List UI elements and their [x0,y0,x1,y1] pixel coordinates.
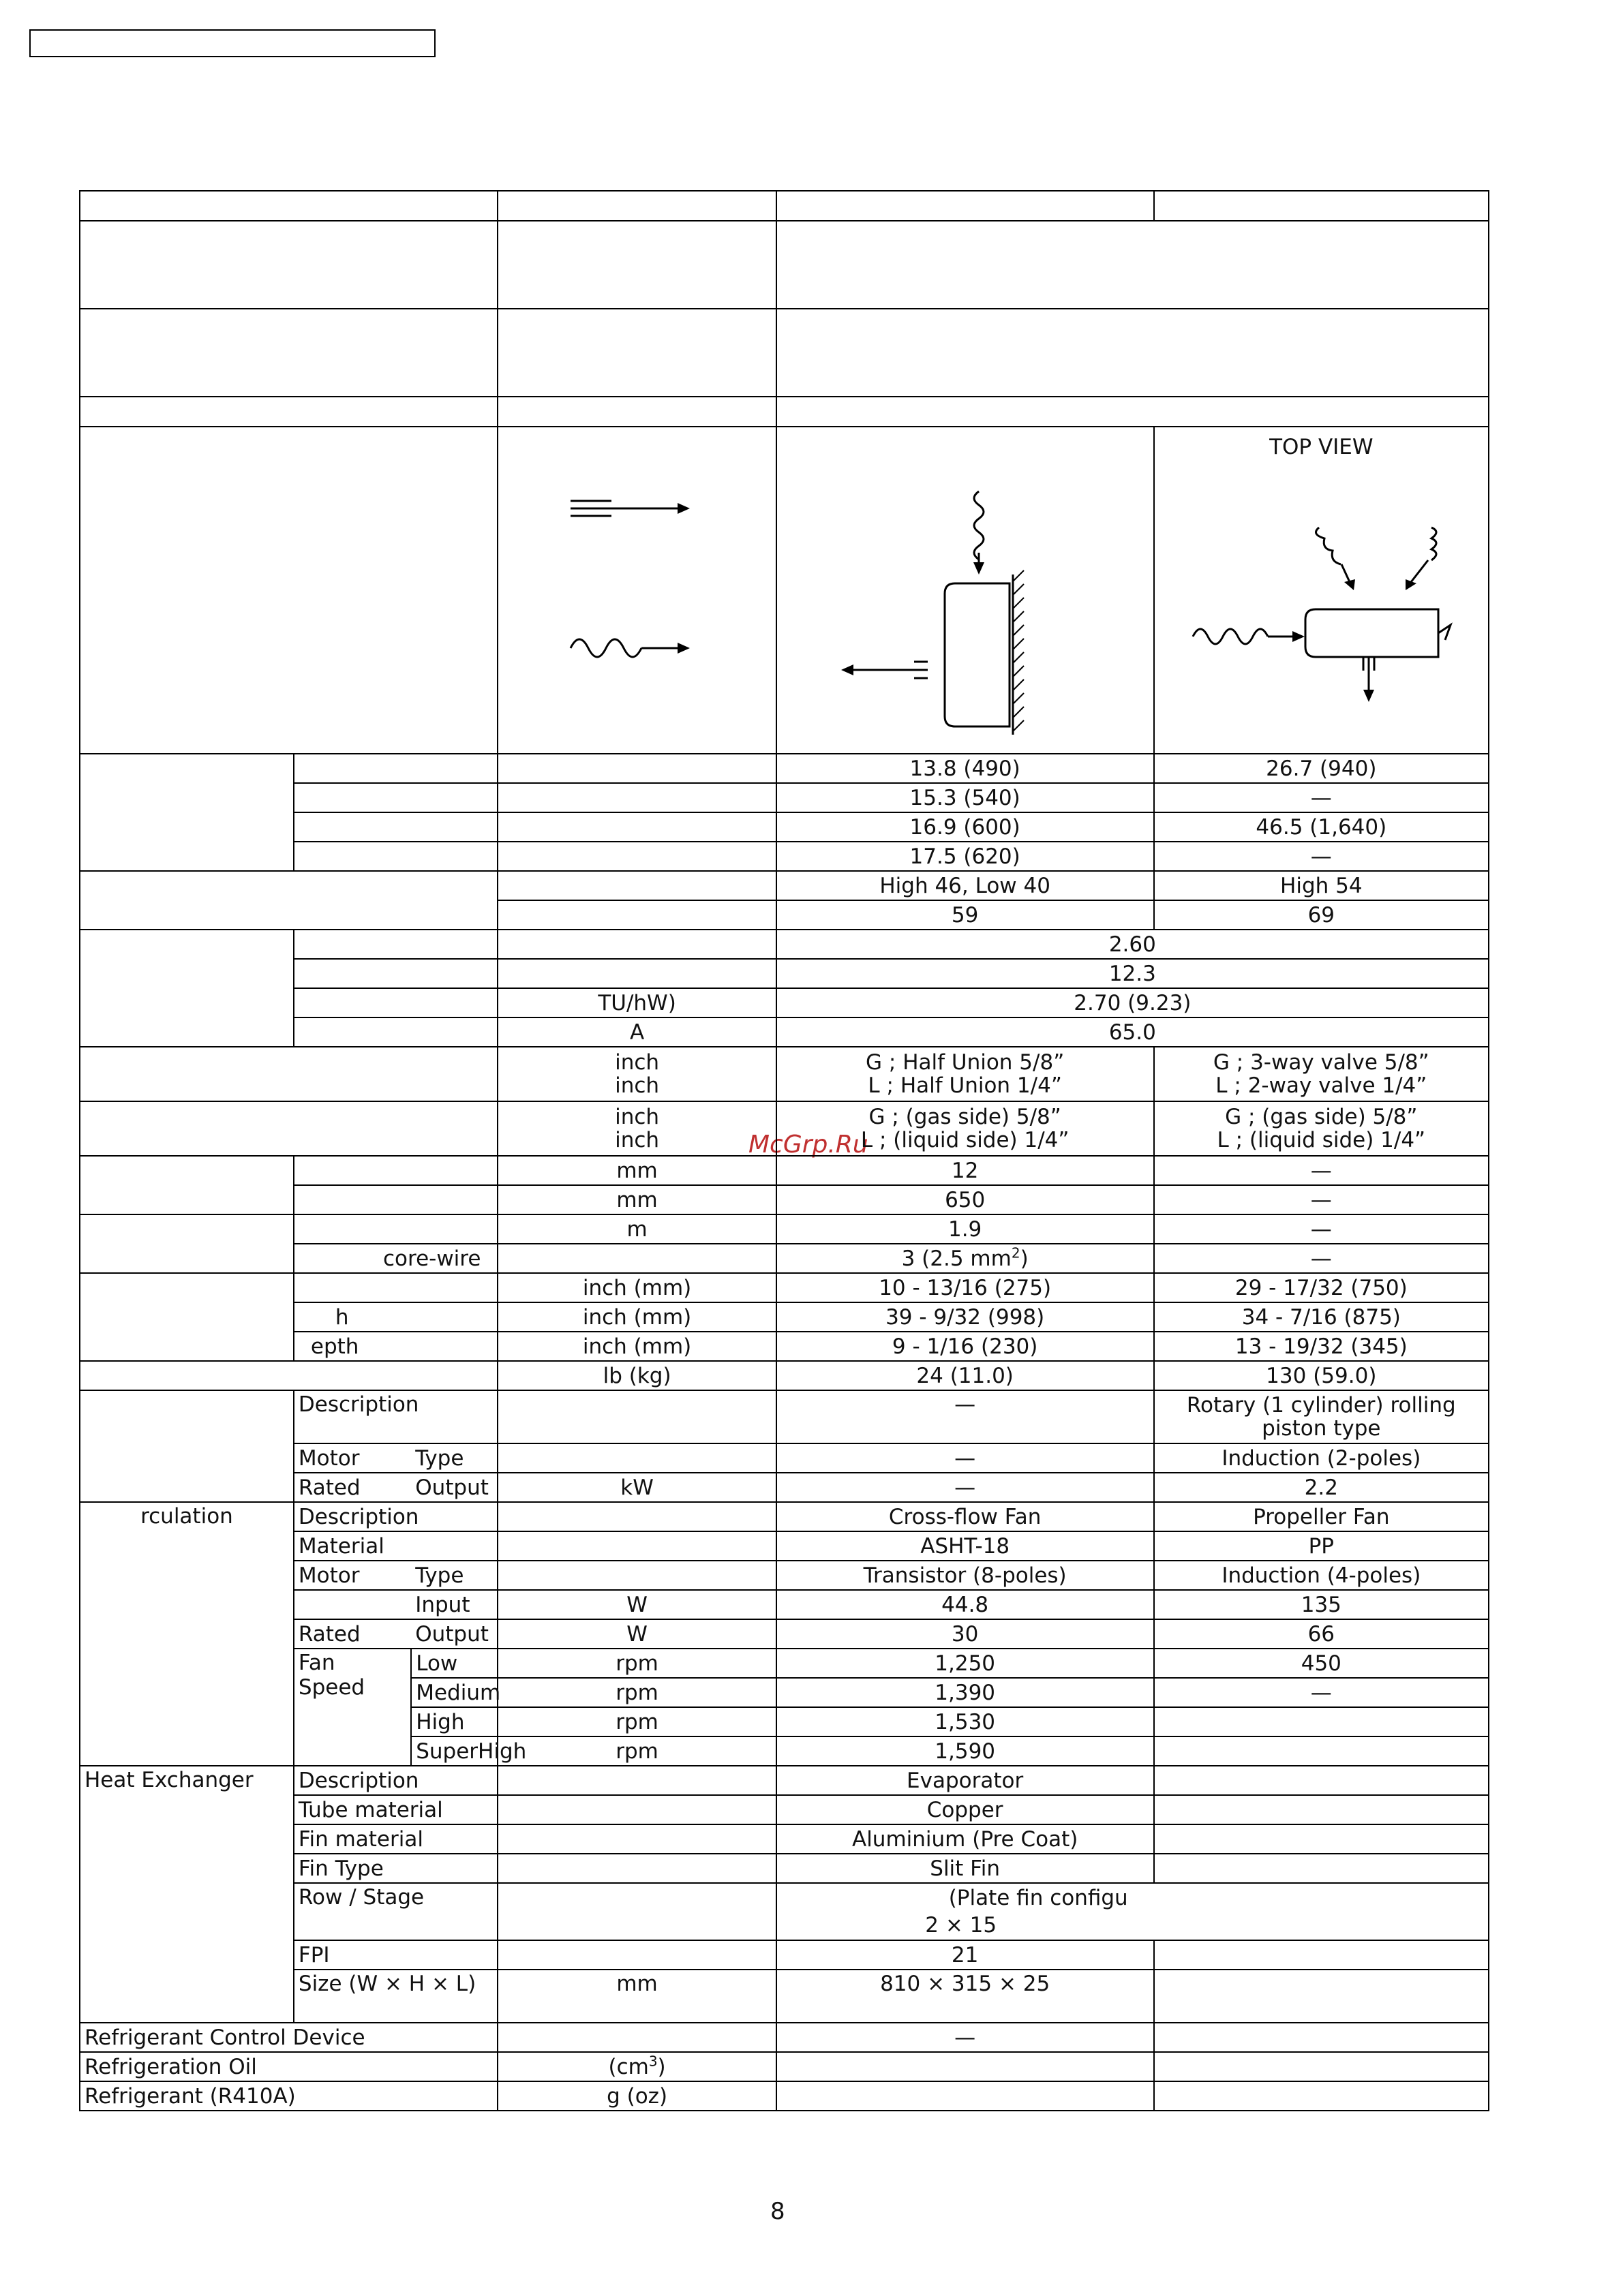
table-row: 12.3 [80,959,1489,988]
table-row: Description — Rotary (1 cylinder) rolling piston type [80,1390,1489,1443]
diagram-row [80,427,1489,754]
table-row [80,221,1489,309]
table-row: Rated Output kW — 2.2 [80,1473,1489,1502]
table-row: Material ASHT-18 PP [80,1531,1489,1561]
table-row [80,397,1489,427]
table-row: High 46, Low 40 High 54 [80,871,1489,900]
table-row: rculation Description Cross-flow Fan Propeller Fan [80,1502,1489,1531]
table-row: inch (mm) 10 - 13/16 (275) 29 - 17/32 (750) [80,1273,1489,1302]
table-row: High rpm 1,530 [80,1707,1489,1736]
table-row: epth inch (mm) 9 - 1/16 (230) 13 - 19/32 (345) [80,1332,1489,1361]
table-row: 2.60 [80,930,1489,959]
top-view-label: TOP VIEW [1269,435,1374,459]
table-row: Motor Type — Induction (2-poles) [80,1443,1489,1473]
header-box [29,29,436,57]
table-row: h inch (mm) 39 - 9/32 (998) 34 - 7/16 (875) [80,1302,1489,1332]
indoor-unit-diagram [781,430,1142,750]
table-row: Refrigerant (R410A) g (oz) [80,2081,1489,2111]
table-row: Row / Stage (Plate fin configu 2 × 15 [80,1883,1489,1940]
table-row: 59 69 [80,900,1489,930]
table-row: Refrigerant Control Device — [80,2023,1489,2052]
table-row: FPI 21 [80,1940,1489,1970]
indoor-unit-diagram-cell [776,427,1154,754]
table-row: m 1.9 — [80,1214,1489,1244]
table-row: mm 650 — [80,1185,1489,1214]
table-row: core-wire 3 (2.5 $mm^2$) — [80,1244,1489,1273]
table-row [80,309,1489,397]
table-row: 13.8 (490) 26.7 (940) [80,754,1489,783]
table-row: SuperHigh rpm 1,590 [80,1736,1489,1766]
table-row: 17.5 (620) — [80,842,1489,871]
table-row: Fin material Aluminium (Pre Coat) [80,1824,1489,1854]
watermark: McGrp.Ru [748,1131,868,1159]
legend-diagram [502,430,768,750]
table-row: 15.3 (540) — [80,783,1489,812]
page-number: 8 [770,2198,785,2225]
legend-diagram-cell [498,427,776,754]
table-row: Rated Output W 30 66 [80,1619,1489,1649]
table-row: Heat Exchanger Description Evaporator [80,1766,1489,1795]
table-row: inch inch G ; (gas side) 5/8” L ; (liquid side) 1/4” G ; (gas side) 5/8” L ; (liquid side) 1/4” [80,1101,1489,1156]
table-row: 16.9 (600) 46.5 (1,640) [80,812,1489,842]
table-row: Refrigeration Oil $(cm^3)$ [80,2052,1489,2081]
table-row: inch inch G ; Half Union 5/8” L ; Half Union 1/4” G ; 3-way valve 5/8” L ; 2-way valve 1/4” [80,1047,1489,1101]
table-row: lb (kg) 24 (11.0) 130 (59.0) [80,1361,1489,1390]
specification-table [79,190,1489,2111]
table-row: TU/hW) 2.70 (9.23) [80,988,1489,1017]
table-row: Motor Type Transistor (8-poles) Induction (4-poles) [80,1561,1489,1590]
table-row: Fin Type Slit Fin [80,1854,1489,1883]
outdoor-unit-diagram [1159,459,1479,746]
table-row: Fan Speed Low rpm 1,250 450 [80,1649,1489,1678]
table-row: A 65.0 [80,1017,1489,1047]
outdoor-unit-diagram-cell [1154,427,1489,754]
table-row [80,191,1489,221]
table-row: Input W 44.8 135 [80,1590,1489,1619]
table-row: Tube material Copper [80,1795,1489,1824]
table-row: mm 12 — [80,1156,1489,1185]
table-row: Medium rpm 1,390 — [80,1678,1489,1707]
table-row: Size (W × H × L) mm 810 × 315 × 25 [80,1970,1489,2023]
